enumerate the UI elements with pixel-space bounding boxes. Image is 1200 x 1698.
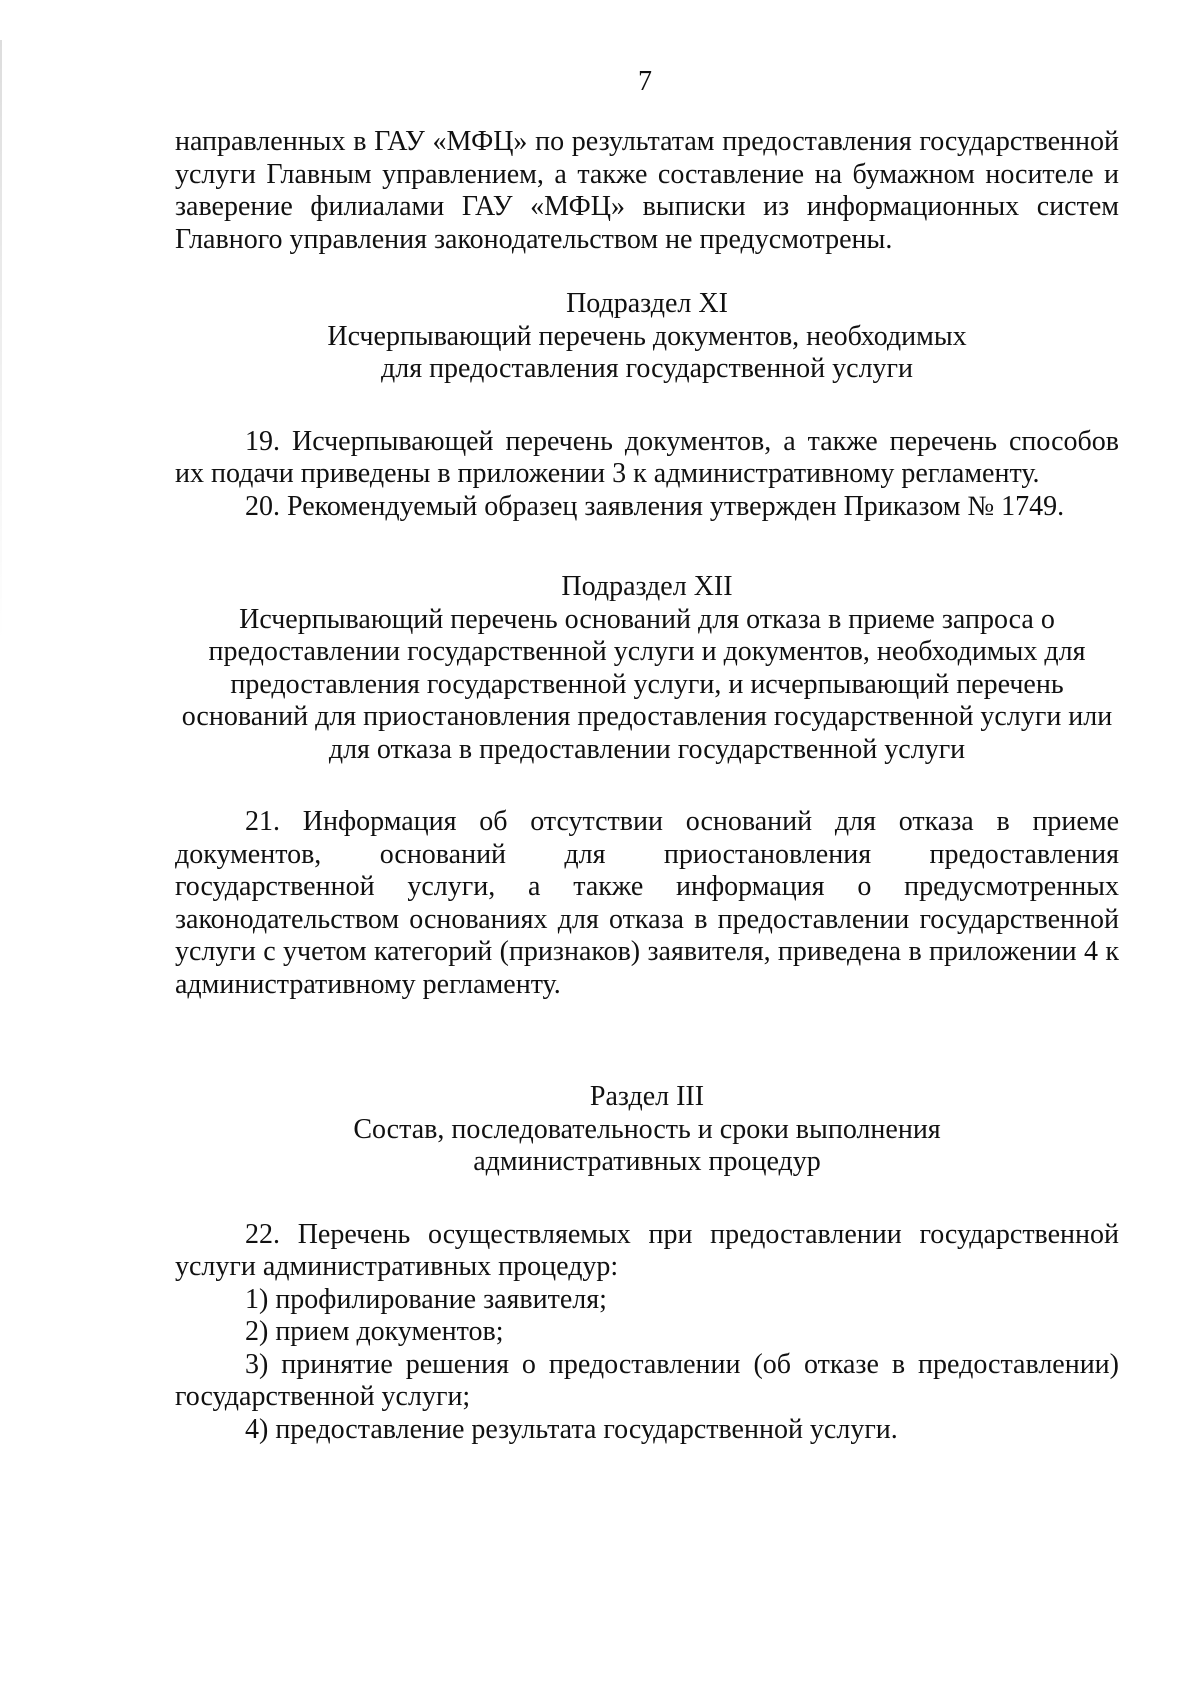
subsection-xii-title-line-2: предоставлении государственной услуги и документов, необходимых для <box>208 636 1086 667</box>
subsection-xi-title-line-1: Исчерпывающий перечень документов, необходимых <box>327 320 967 352</box>
page-number: 7 <box>638 66 652 97</box>
section-iii-heading: Раздел III <box>589 1081 705 1112</box>
subsection-xii-heading: Подраздел XII <box>561 571 733 602</box>
intro-paragraph: направленных в ГАУ «МФЦ» по результатам предоставления государственной услуги Главным управлением, а также составление на бумажном носителе и заверение филиалами ГАУ «МФЦ» выписки из информационных систем Главного управления законодательством не предусмотрены. <box>175 126 1119 255</box>
subsection-xii-title-line-4: оснований для приостановления предоставления государственной услуги или <box>181 701 1113 732</box>
procedure-list-item: 2) прием документов; <box>245 1316 504 1347</box>
item-19: 19. Исчерпывающей перечень документов, а также перечень способов их подачи приведены в приложении 3 к административному регламенту. <box>175 425 1119 489</box>
subsection-xi-heading: Подраздел XI <box>566 288 728 319</box>
subsection-xii-title-line-5: для отказа в предоставлении государственной услуги <box>328 733 966 765</box>
item-20: 20. Рекомендуемый образец заявления утвержден Приказом № 1749. <box>245 490 1065 522</box>
subsection-xii-title-line-1: Исчерпывающий перечень оснований для отказа в приеме запроса о <box>239 603 1055 635</box>
procedure-list-item: 1) профилирование заявителя; <box>245 1283 607 1315</box>
subsection-xii <box>175 571 1119 1001</box>
document-body <box>175 126 1119 1446</box>
subsection-xi-title-line-2: для предоставления государственной услуги <box>380 353 914 384</box>
procedure-list-item: 3) принятие решения о предоставлении (об отказе в предоставлении) государственной услуги; <box>175 1348 1119 1412</box>
procedure-list-item: 4) предоставление результата государственной услуги. <box>245 1413 898 1445</box>
scan-edge <box>0 40 2 640</box>
item-22: 22. Перечень осуществляемых при предоставлении государственной услуги административных процедур: <box>175 1218 1119 1282</box>
subsection-xii-title-line-3: предоставления государственной услуги, и исчерпывающий перечень <box>230 668 1064 700</box>
section-iii-title-line-1: Состав, последовательность и сроки выполнения <box>353 1113 941 1145</box>
section-iii-title-line-2: административных процедур <box>473 1146 821 1177</box>
section-iii <box>175 1081 1119 1446</box>
item-21: 21. Информация об отсутствии оснований для отказа в приеме документов, оснований для приостановления предоставления государственной услуги, а также информация о предусмотренных законодательством основаниях для отказа в предоставлении государственной услуги с учетом категорий (признаков) заявителя, приведена в приложении 4 к административному регламенту. <box>175 806 1119 1000</box>
subsection-xi <box>175 288 1119 523</box>
